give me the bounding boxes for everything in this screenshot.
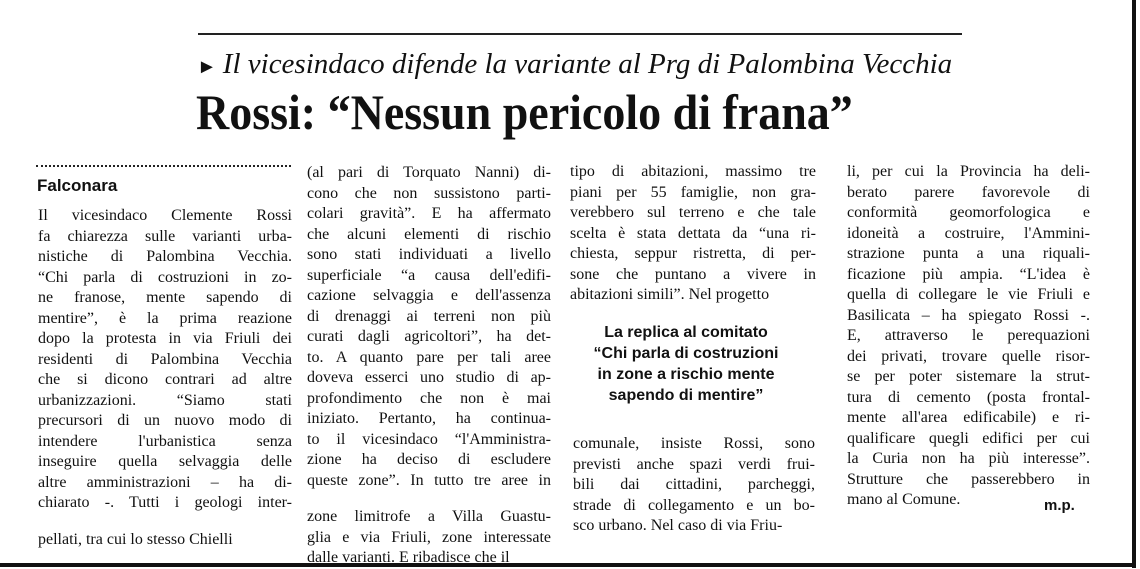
column-3-bottom — [573, 434, 815, 537]
text-line: intendere l'urbanistica senza — [38, 432, 292, 450]
text-line: abitazioni simili”. Nel progetto — [570, 286, 770, 303]
text-line: doveva esserci uno studio di ap- — [307, 369, 551, 386]
text-line: fa chiarezza sulle varianti urba- — [38, 227, 292, 245]
frame-right-border — [1132, 0, 1136, 568]
text-line: residenti di Palombina Vecchia — [38, 350, 292, 368]
pull-quote — [572, 322, 800, 406]
text-line: E, attraverso le perequazioni — [847, 327, 1090, 344]
text-line: zione ha deciso di escludere — [307, 451, 551, 468]
text-line: dopo la protesta in via Friuli dei — [38, 330, 292, 347]
text-line: inseguire quella selvaggia delle — [38, 453, 292, 470]
text-line: che alcuni elementi di rischio — [307, 225, 551, 243]
text-line: strazione punta a una riquali- — [847, 245, 1090, 262]
pull-quote-line: sapendo di mentire” — [608, 387, 764, 404]
text-line: dei privati, trovare quelle risor- — [847, 347, 1090, 365]
arrow-icon: ► — [197, 56, 217, 78]
text-line: ficazione più ampia. “L'idea è — [847, 265, 1090, 283]
text-line: chiarato -. Tutti i geologi inter- — [38, 494, 292, 511]
text-line: previsti anche spazi verdi frui- — [573, 455, 815, 473]
kicker — [197, 46, 952, 85]
text-line: idoneità a costruire, l'Ammini- — [847, 224, 1090, 242]
byline: Falconara — [37, 176, 118, 195]
column-4 — [847, 162, 1090, 511]
author-signature: m.p. — [1044, 497, 1075, 514]
text-line: verebbero sul terreno e che tale — [570, 204, 816, 221]
text-line: la Curia non ha più interesse”. — [847, 450, 1090, 467]
text-line: colari gravità”. E ha affermato — [307, 205, 551, 222]
text-line: conformità geomorfologica e — [847, 204, 1090, 221]
text-line: strade di collegamento e un bo- — [573, 496, 815, 514]
text-line: mente all'area edificabile) e ri- — [847, 409, 1090, 426]
text-line: bili dai cittadini, parcheggi, — [573, 476, 815, 493]
pull-quote-line: “Chi parla di costruzioni — [593, 345, 779, 362]
kicker-text: Il vicesindaco difende la variante al Prg di Palombina Vecchia — [222, 48, 953, 80]
text-line: curati dagli agricoltori”, ha det- — [307, 328, 551, 345]
text-line: Il vicesindaco Clemente Rossi — [38, 207, 292, 224]
text-line: comunale, insiste Rossi, sono — [573, 435, 815, 452]
pull-quote-line: in zone a rischio mente — [597, 366, 775, 383]
dotted-rule — [36, 165, 291, 167]
text-line: scelta è stata dettata da “una ri- — [570, 224, 816, 242]
text-line: queste zone”. In tutto tre aree in — [307, 471, 551, 489]
text-line: altre amministrazioni – ha di- — [38, 473, 292, 491]
text-line: se per poter sistemare la strut- — [847, 368, 1090, 385]
text-line: iniziato. Pertanto, ha continua- — [307, 410, 551, 427]
pull-quote-line: La replica al comitato — [604, 324, 768, 341]
text-line: tipo di abitazioni, massimo tre — [570, 163, 816, 180]
text-line: piani per 55 famiglie, non gra- — [570, 183, 816, 201]
text-line: mano al Comune. — [847, 491, 961, 508]
text-line: pellati, tra cui lo stesso Chielli — [38, 530, 233, 548]
text-line: zone limitrofe a Villa Guastu- — [307, 508, 551, 525]
text-line: precursori di un nuovo modo di — [38, 412, 292, 429]
text-line: Basilicata – ha spiegato Rossi -. — [847, 306, 1090, 324]
text-line: to. A quanto pare per tali aree — [307, 348, 551, 366]
text-line: nistiche di Palombina Vecchia. — [38, 248, 292, 265]
text-line: sone che puntano a vivere in — [570, 265, 816, 283]
text-line: (al pari di Torquato Nanni) di- — [307, 164, 551, 181]
frame-bottom-border — [0, 563, 1136, 567]
column-2 — [307, 163, 551, 569]
text-line: “Chi parla di costruzioni in zo- — [38, 268, 292, 286]
text-line: berato parere favorevole di — [847, 183, 1090, 201]
text-line: di drenaggi ai terreni non più — [307, 307, 551, 325]
text-line: glia e via Friuli, zone interessate — [307, 528, 551, 546]
text-line: sono stati individuati a livello — [307, 246, 551, 263]
headline: Rossi: “Nessun pericolo di frana” — [196, 84, 853, 140]
line-gap — [38, 514, 292, 530]
text-line: Strutture che passerebbero in — [847, 470, 1090, 488]
text-line: mentire”, è la prima reazione — [38, 309, 292, 327]
top-rule — [198, 33, 962, 35]
line-gap — [307, 491, 551, 507]
text-line: urbanizzazioni. “Siamo stati — [38, 391, 292, 409]
text-line: sco urbano. Nel caso di via Friu- — [573, 517, 783, 534]
text-line: profondimento che non è mai — [307, 389, 551, 407]
text-line: chiesta, seppur ristretta, di per- — [570, 245, 816, 262]
text-line: cazione selvaggia e dell'assenza — [307, 287, 551, 304]
text-line: quella di collegare le vie Friuli e — [847, 286, 1090, 303]
text-line: ne franose, mente sapendo di — [38, 289, 292, 306]
column-3-top — [570, 162, 816, 306]
text-line: qualificare quegli edifici per cui — [847, 429, 1090, 447]
text-line: superficiale “a causa dell'edifi- — [307, 266, 551, 284]
text-line: cono che non sussistono parti- — [307, 184, 551, 202]
text-line: che si dicono contrari ad altre — [38, 371, 292, 388]
text-line: li, per cui la Provincia ha deli- — [847, 163, 1090, 180]
column-1 — [38, 206, 292, 550]
text-line: to il vicesindaco “l'Amministra- — [307, 430, 551, 448]
text-line: dalle varianti. E ribadisce che il — [307, 549, 510, 566]
text-line: tura di cemento (posta frontal- — [847, 388, 1090, 406]
